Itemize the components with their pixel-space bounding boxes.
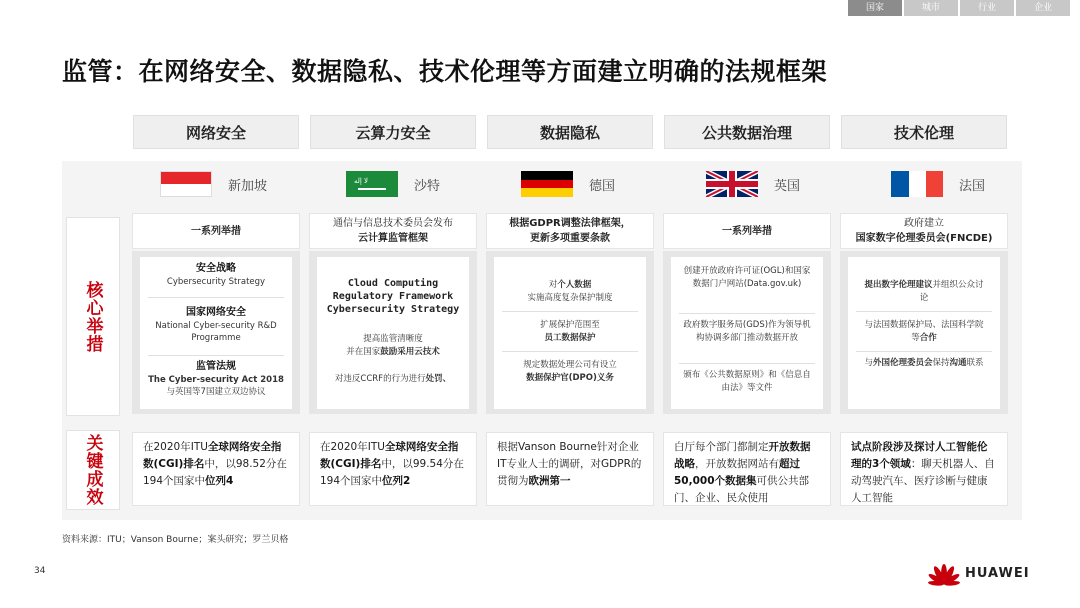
country-name: 新加坡 (228, 178, 268, 194)
column-header-tech-ethics: 技术伦理 (841, 115, 1007, 149)
measure-header-saudi: 通信与信息技术委员会发布 云计算监管框架 (309, 213, 477, 249)
measure-card-germany: 对个人数据 实施高度复杂保护制度 扩展保护范围至 员工数据保护 规定数据处理公司有设立 数据保护官(DPO)义务 (494, 257, 646, 409)
huawei-logo (927, 560, 1030, 586)
saudi-flag-icon: لا إله (346, 171, 398, 197)
column-header-data-privacy: 数据隐私 (487, 115, 653, 149)
measure-header-germany: 根据GDPR调整法律框架， 更新多项重要条款 (486, 213, 654, 249)
huawei-flower-icon (927, 560, 961, 586)
row-label-effects: 关键成效 (66, 430, 120, 510)
page-title: 监管：在网络安全、数据隐私、技术伦理等方面建立明确的法规框架 (62, 57, 828, 86)
page-number: 34 (34, 566, 46, 576)
measure-card-saudi: Cloud Computing Regulatory Framework Cybersecurity Strategy 提高监管清晰度 并在国家鼓励采用云技术 对违反CCRF的行为进行处罚、 (317, 257, 469, 409)
measure-card-france: 提出数字伦理建议并组织公众讨论 与法国数据保护局、法国科学院等合作 与外国伦理委员会保持沟通联系 (848, 257, 1000, 409)
measure-card-singapore: 安全战略 Cybersecurity Strategy 国家网络安全 National Cyber-security R&D Programme 监管法规 The Cyber-security Act 2018 与英国等7国建立双边协议 (140, 257, 292, 409)
effect-card-saudi: 在2020年ITU全球网络安全指数(CGI)排名中，以99.54分在194个国家中位列2 (309, 432, 477, 506)
column-header-cybersecurity: 网络安全 (133, 115, 299, 149)
measure-header-singapore: 一系列举措 (132, 213, 300, 249)
column-header-public-data: 公共数据治理 (664, 115, 830, 149)
country-france (891, 171, 985, 197)
uk-flag-icon (706, 171, 758, 197)
effect-card-singapore: 在2020年ITU全球网络安全指数(CGI)排名中，以98.52分在194个国家中位列4 (132, 432, 300, 506)
country-saudi (346, 171, 440, 197)
brand-name: HUAWEI (965, 565, 1030, 581)
measure-card-uk: 创建开放政府许可证(OGL)和国家数据门户网站(Data.gov.uk) 政府数字服务局(GDS)作为领导机构协调多部门推动数据开放 颁布《公共数据原则》和《信息自由法》等文件 (671, 257, 823, 409)
measure-header-france: 政府建立 国家数字伦理委员会(FNCDE) (840, 213, 1008, 249)
country-uk (706, 171, 800, 197)
effect-card-uk: 白厅每个部门都制定开放数据战略，开放数据网站有超过50,000个数据集可供公共部门、企业、民众使用 (663, 432, 831, 506)
source-note: 资料来源：ITU；Vanson Bourne；案头研究；罗兰贝格 (62, 535, 289, 545)
france-flag-icon (891, 171, 943, 197)
row-label-measures: 核心举措 (66, 217, 120, 416)
column-header-cloud-security: 云算力安全 (310, 115, 476, 149)
tab-enterprise[interactable]: 企业 (1016, 0, 1070, 16)
country-name: 法国 (959, 178, 986, 194)
measure-header-uk: 一系列举措 (663, 213, 831, 249)
tab-country[interactable]: 国家 (848, 0, 902, 16)
singapore-flag-icon (160, 171, 212, 197)
tab-city[interactable]: 城市 (904, 0, 958, 16)
top-nav-tabs (846, 0, 1070, 16)
effect-card-germany: 根据Vanson Bourne针对企业IT专业人士的调研，对GDPR的贯彻为欧洲第一 (486, 432, 654, 506)
effect-card-france: 试点阶段涉及探讨人工智能伦理的3个领域：聊天机器人、自动驾驶汽车、医疗诊断与健康人工智能 (840, 432, 1008, 506)
germany-flag-icon (521, 171, 573, 197)
country-germany (521, 171, 615, 197)
country-name: 英国 (774, 178, 801, 194)
country-name: 沙特 (414, 178, 441, 194)
country-singapore (160, 171, 267, 197)
tab-industry[interactable]: 行业 (960, 0, 1014, 16)
country-name: 德国 (589, 178, 616, 194)
